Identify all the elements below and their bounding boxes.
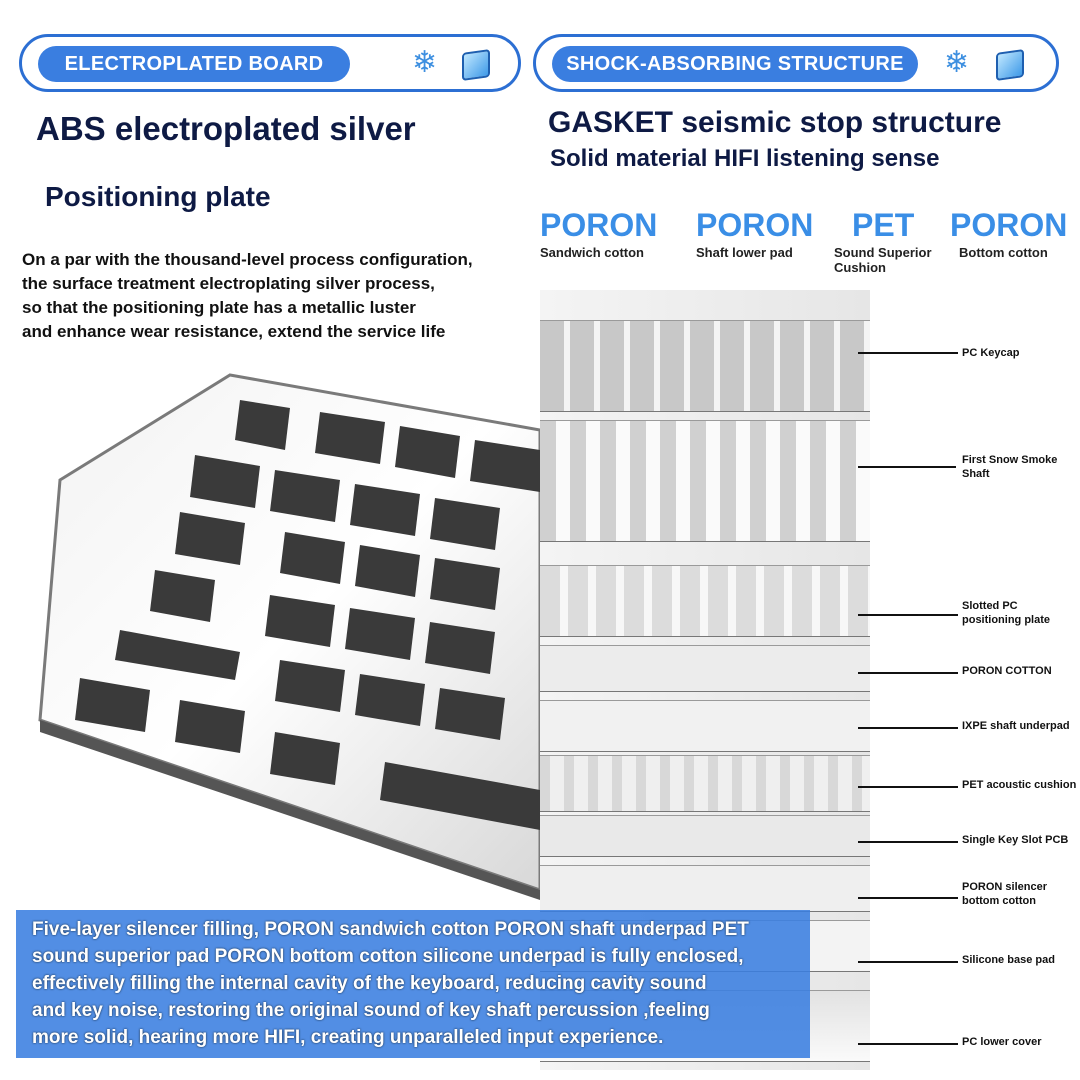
layer-label: IXPE shaft underpad xyxy=(962,720,1070,732)
layer-label: Slotted PC positioning plate xyxy=(962,600,1050,626)
leader-line xyxy=(858,841,958,843)
material-name: PORON xyxy=(540,207,658,243)
positioning-plate-image xyxy=(0,360,540,900)
left-subtitle: Positioning plate xyxy=(45,181,271,212)
layer-label: PC Keycap xyxy=(962,347,1020,359)
banner-line: Five-layer silencer filling, PORON sandwich cotton PORON shaft underpad PET xyxy=(32,919,749,940)
layer-label: Single Key Slot PCB xyxy=(962,834,1069,846)
layer-label: First Snow Smoke Shaft xyxy=(962,454,1058,480)
layer-label: PET acoustic cushion xyxy=(962,779,1077,791)
layer-label: Silicone base pad xyxy=(962,954,1055,966)
layer-label: PORON silencer bottom cotton xyxy=(962,881,1047,907)
leader-line xyxy=(858,672,958,674)
pcb-layer xyxy=(540,815,870,857)
leader-line xyxy=(858,352,958,354)
material-desc: Shaft lower pad xyxy=(696,245,793,260)
banner-line: effectively filling the internal cavity of the keyboard, reducing cavity sound xyxy=(32,973,707,994)
material-desc: Sandwich cotton xyxy=(540,245,644,260)
layer-label: PC lower cover xyxy=(962,1036,1042,1048)
banner-line: more solid, hearing more HIFI, creating unparalleled input experience. xyxy=(32,1027,664,1048)
material-desc: Bottom cotton xyxy=(959,245,1048,260)
poron-cotton-layer xyxy=(540,645,870,692)
snowflake-icon: ❄ xyxy=(412,46,438,79)
ice-cube-icon xyxy=(996,49,1024,81)
material-item xyxy=(696,205,813,260)
positioning-plate-drawing xyxy=(0,360,540,900)
layer-label: PORON COTTON xyxy=(962,665,1052,677)
electroplated-board-header xyxy=(19,34,521,92)
leader-line xyxy=(858,961,958,963)
ixpe-layer xyxy=(540,700,870,752)
material-desc: Sound Superior Cushion xyxy=(834,245,932,275)
silencer-layer xyxy=(540,865,870,912)
silencer-banner xyxy=(16,910,810,1058)
pet-layer xyxy=(540,755,870,812)
description-line: and enhance wear resistance, extend the service life xyxy=(22,322,446,341)
right-title: GASKET seismic stop structure xyxy=(548,106,1002,139)
leader-line xyxy=(858,727,958,729)
left-title: ABS electroplated silver xyxy=(36,110,416,147)
leader-line xyxy=(858,897,958,899)
material-item xyxy=(540,205,657,260)
leader-line xyxy=(858,466,956,468)
material-name: PORON xyxy=(950,207,1068,243)
material-name: PORON xyxy=(696,207,814,243)
leader-line xyxy=(858,614,958,616)
right-subtitle: Solid material HIFI listening sense xyxy=(550,145,940,172)
material-name: PET xyxy=(852,207,915,243)
description-line: the surface treatment electroplating silver process, xyxy=(22,274,435,293)
description-line: so that the positioning plate has a metallic luster xyxy=(22,298,416,317)
plate-layer xyxy=(540,565,870,637)
banner-line: and key noise, restoring the original sound of key shaft percussion ,feeling xyxy=(32,1000,710,1021)
keycap-layer xyxy=(540,320,870,412)
leader-line xyxy=(858,786,958,788)
plate-description xyxy=(22,248,527,344)
snowflake-icon: ❄ xyxy=(944,46,970,79)
switch-layer xyxy=(540,420,870,542)
shock-absorbing-label: SHOCK-ABSORBING STRUCTURE xyxy=(552,46,918,82)
material-item xyxy=(950,205,1067,260)
banner-text xyxy=(32,916,802,1051)
ice-cube-icon xyxy=(462,49,490,81)
description-line: On a par with the thousand-level process configuration, xyxy=(22,250,473,269)
material-item xyxy=(834,205,944,275)
electroplated-board-label: ELECTROPLATED BOARD xyxy=(38,46,350,82)
banner-line: sound superior pad PORON bottom cotton silicone underpad is fully enclosed, xyxy=(32,946,744,967)
leader-line xyxy=(858,1043,958,1045)
shock-absorbing-header xyxy=(533,34,1059,92)
